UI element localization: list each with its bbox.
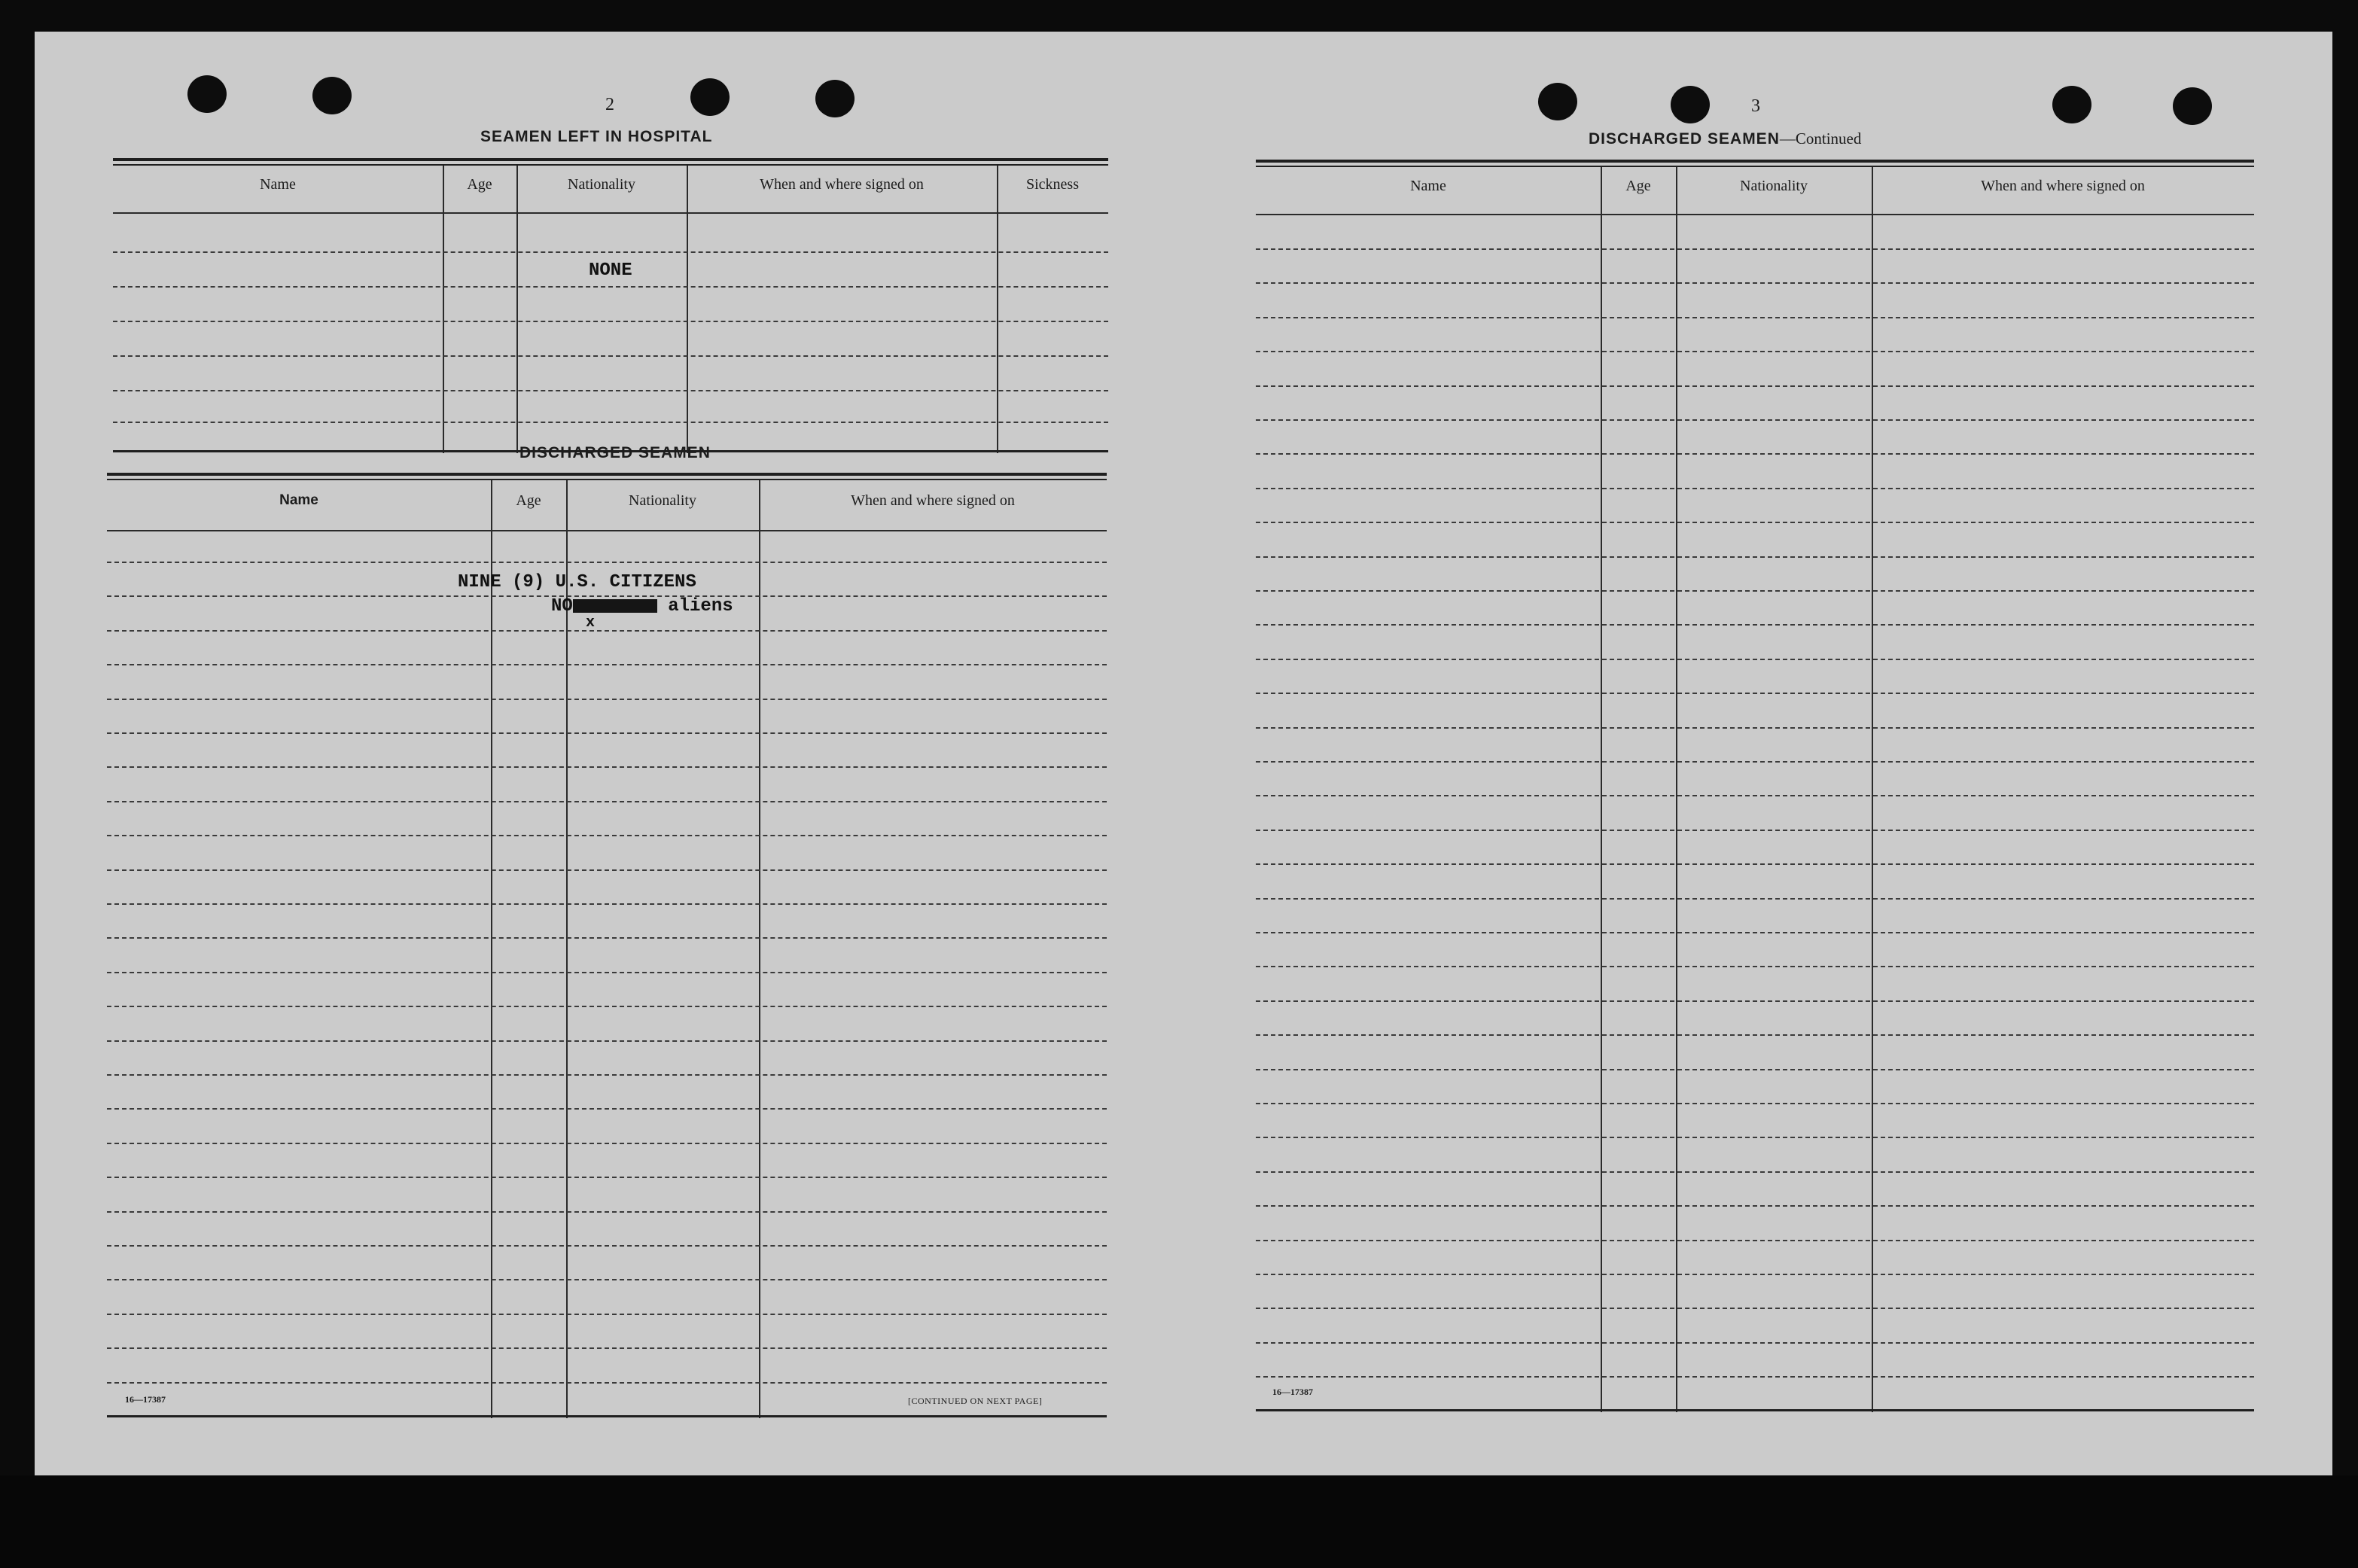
entry-suffix: aliens xyxy=(668,596,733,617)
table-row xyxy=(1256,351,2254,352)
table-row xyxy=(107,1245,1107,1247)
table-row xyxy=(107,1211,1107,1213)
table-row xyxy=(107,1347,1107,1349)
table-row xyxy=(1256,1103,2254,1104)
table-row xyxy=(107,972,1107,973)
column-header-nationality: Nationality xyxy=(629,492,696,509)
table-row xyxy=(107,664,1107,665)
table-row xyxy=(1256,1034,2254,1036)
redacted-text xyxy=(573,599,657,613)
table-row xyxy=(1256,488,2254,489)
left-page-number: 2 xyxy=(605,95,614,114)
table-row xyxy=(107,903,1107,905)
table-row xyxy=(1256,863,2254,865)
left-form-number: 16—17387 xyxy=(125,1394,166,1405)
table-row xyxy=(107,630,1107,632)
punch-hole xyxy=(1671,86,1710,123)
table-row xyxy=(113,355,1108,357)
column-header-name: Name xyxy=(279,492,318,508)
table-row xyxy=(107,1006,1107,1007)
hospital-table xyxy=(113,158,1108,453)
right-page-number: 3 xyxy=(1751,96,1760,116)
table-row xyxy=(1256,590,2254,592)
table-row xyxy=(1256,624,2254,626)
column-header-when-where-signed: When and where signed on xyxy=(851,492,1015,509)
table-row xyxy=(1256,317,2254,318)
discharged-entry-line-1: NINE (9) U.S. CITIZENS xyxy=(458,572,696,592)
column-header-name: Name xyxy=(260,176,296,193)
column-header-name: Name xyxy=(1410,178,1446,194)
table-row xyxy=(1256,419,2254,421)
table-row xyxy=(107,937,1107,939)
punch-hole xyxy=(2052,86,2091,123)
hospital-section-title: SEAMEN LEFT IN HOSPITAL xyxy=(480,128,713,145)
column-header-nationality: Nationality xyxy=(568,176,635,193)
discharged-entry-mark: x xyxy=(586,614,596,632)
discharged-continued-table xyxy=(1256,160,2254,1412)
column-header-nationality: Nationality xyxy=(1740,178,1808,194)
table-row xyxy=(1256,1308,2254,1309)
document-sheet xyxy=(35,32,2332,1475)
table-row xyxy=(1256,932,2254,933)
table-row xyxy=(107,801,1107,802)
table-row xyxy=(113,251,1108,253)
table-row xyxy=(1256,1000,2254,1002)
scan-edge xyxy=(0,1475,2358,1568)
table-row xyxy=(1256,1205,2254,1207)
table-row xyxy=(113,286,1108,288)
table-row xyxy=(1256,1376,2254,1378)
column-header-when-where-signed: When and where signed on xyxy=(1981,178,2145,194)
punch-hole xyxy=(1538,83,1577,120)
table-row xyxy=(1256,795,2254,796)
hospital-entry-none: NONE xyxy=(589,260,632,281)
table-row xyxy=(107,699,1107,700)
table-row xyxy=(107,1108,1107,1110)
column-header-sickness: Sickness xyxy=(1026,176,1079,193)
entry-prefix: NO xyxy=(551,596,573,617)
punch-hole xyxy=(690,78,730,116)
table-row xyxy=(1256,1069,2254,1070)
table-row xyxy=(1256,659,2254,660)
column-header-when-where-signed: When and where signed on xyxy=(760,176,924,193)
table-row xyxy=(1256,693,2254,694)
table-row xyxy=(1256,966,2254,967)
punch-hole xyxy=(2173,87,2212,125)
table-row xyxy=(1256,282,2254,284)
column-header-age: Age xyxy=(1625,178,1651,194)
punch-hole xyxy=(815,80,855,117)
table-row xyxy=(1256,522,2254,523)
continued-note: [CONTINUED ON NEXT PAGE] xyxy=(908,1396,1043,1406)
table-row xyxy=(1256,453,2254,455)
punch-hole xyxy=(312,77,352,114)
table-row xyxy=(1256,761,2254,763)
discharged-section-title: DISCHARGED SEAMEN xyxy=(519,444,711,461)
table-row xyxy=(107,1177,1107,1178)
column-header-age: Age xyxy=(467,176,492,193)
table-row xyxy=(107,732,1107,734)
table-row xyxy=(107,869,1107,871)
table-row xyxy=(1256,898,2254,900)
right-section-title: DISCHARGED SEAMEN—Continued xyxy=(1589,129,1862,148)
table-row xyxy=(107,1040,1107,1042)
table-row xyxy=(107,835,1107,836)
table-row xyxy=(1256,556,2254,558)
table-row xyxy=(113,422,1108,423)
discharged-entry-line-2 xyxy=(551,596,733,617)
punch-hole xyxy=(187,75,227,113)
table-row xyxy=(113,321,1108,322)
table-row xyxy=(107,766,1107,768)
table-row xyxy=(107,1279,1107,1280)
table-row xyxy=(107,1143,1107,1144)
table-row xyxy=(107,1314,1107,1315)
table-row xyxy=(1256,1171,2254,1173)
table-row xyxy=(1256,1342,2254,1344)
table-row xyxy=(1256,385,2254,387)
right-form-number: 16—17387 xyxy=(1272,1387,1313,1397)
table-row xyxy=(107,1382,1107,1384)
table-row xyxy=(1256,727,2254,729)
table-row xyxy=(1256,830,2254,831)
table-row xyxy=(1256,1274,2254,1275)
table-row xyxy=(1256,1137,2254,1138)
table-row xyxy=(107,562,1107,563)
table-row xyxy=(1256,248,2254,250)
column-header-age: Age xyxy=(516,492,541,509)
table-row xyxy=(107,1074,1107,1076)
table-row xyxy=(1256,1240,2254,1241)
discharged-table xyxy=(107,473,1107,1418)
table-row xyxy=(113,390,1108,391)
